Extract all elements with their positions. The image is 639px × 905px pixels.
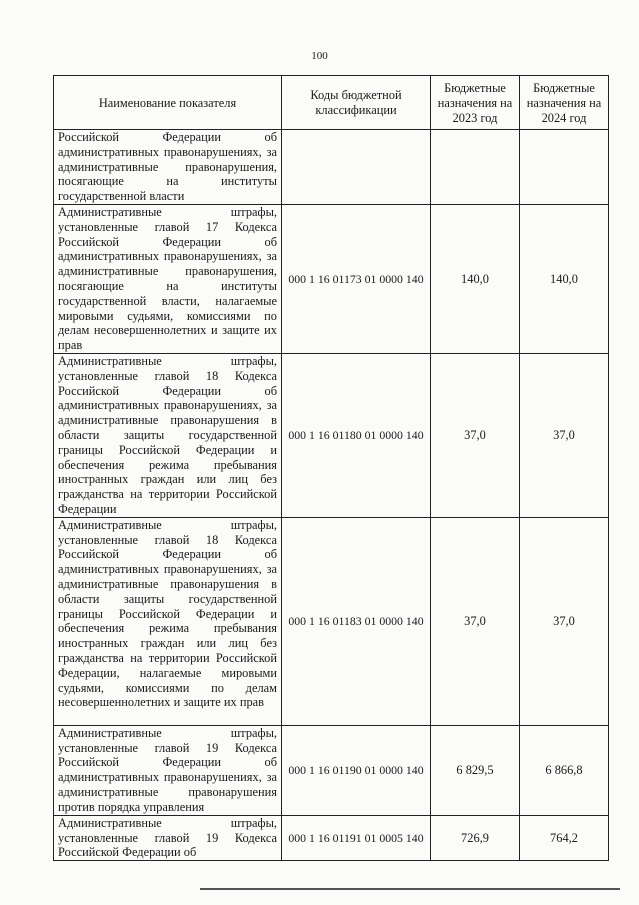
row-2023: 140,0 xyxy=(431,205,520,354)
header-2023: Бюджетные назначения на 2023 год xyxy=(431,76,520,130)
header-code: Коды бюджетной классификации xyxy=(282,76,431,130)
row-name: Административные штрафы, установленные главой 19 Кодекса Российской Федерации об xyxy=(54,815,282,860)
row-code xyxy=(282,130,431,205)
table-row xyxy=(54,205,609,354)
table-row xyxy=(54,130,609,205)
header-2024: Бюджетные назначения на 2024 год xyxy=(520,76,609,130)
row-code: 000 1 16 01183 01 0000 140 xyxy=(282,517,431,725)
row-2023: 726,9 xyxy=(431,815,520,860)
row-2024: 37,0 xyxy=(520,517,609,725)
row-code: 000 1 16 01180 01 0000 140 xyxy=(282,353,431,517)
row-2023: 6 829,5 xyxy=(431,725,520,815)
bottom-scan-edge xyxy=(200,888,620,890)
table-row xyxy=(54,815,609,860)
row-name: Административные штрафы, установленные главой 19 Кодекса Российской Федерации об административных правонарушениях, за административные правонарушения против порядка управления xyxy=(54,725,282,815)
row-2024: 764,2 xyxy=(520,815,609,860)
budget-table xyxy=(53,75,609,861)
row-2024 xyxy=(520,130,609,205)
row-name: Российской Федерации об административных правонарушениях, за административные правонарушения, посягающие на институты государственной власти xyxy=(54,130,282,205)
row-code: 000 1 16 01191 01 0005 140 xyxy=(282,815,431,860)
row-2024: 6 866,8 xyxy=(520,725,609,815)
row-name: Административные штрафы, установленные главой 18 Кодекса Российской Федерации об административных правонарушениях, за административные правонарушения в области защиты государственной границы Российской Федерации и обеспечения режима пребывания иностранных граждан или лиц без гражданства на территории Российской Федерации, налагаемые мировыми судьями, комиссиями по делам несовершеннолетних и защите их прав xyxy=(54,517,282,725)
row-code: 000 1 16 01173 01 0000 140 xyxy=(282,205,431,354)
table-row xyxy=(54,517,609,725)
page-number: 100 xyxy=(311,50,328,62)
row-2023: 37,0 xyxy=(431,353,520,517)
row-name: Административные штрафы, установленные главой 17 Кодекса Российской Федерации об административных правонарушениях, за административные правонарушения, посягающие на институты государственной власти, налагаемые мировыми судьями, комиссиями по делам несовершеннолетних и защите их прав xyxy=(54,205,282,354)
table-row xyxy=(54,725,609,815)
row-name: Административные штрафы, установленные главой 18 Кодекса Российской Федерации об административных правонарушениях, за административные правонарушения в области защиты государственной границы Российской Федерации и обеспечения режима пребывания иностранных граждан или лиц без гражданства на территории Российской Федерации xyxy=(54,353,282,517)
row-2024: 37,0 xyxy=(520,353,609,517)
table-row xyxy=(54,353,609,517)
row-2024: 140,0 xyxy=(520,205,609,354)
row-code: 000 1 16 01190 01 0000 140 xyxy=(282,725,431,815)
header-name: Наименование показателя xyxy=(54,76,282,130)
table-header-row xyxy=(54,76,609,130)
row-2023: 37,0 xyxy=(431,517,520,725)
row-2023 xyxy=(431,130,520,205)
